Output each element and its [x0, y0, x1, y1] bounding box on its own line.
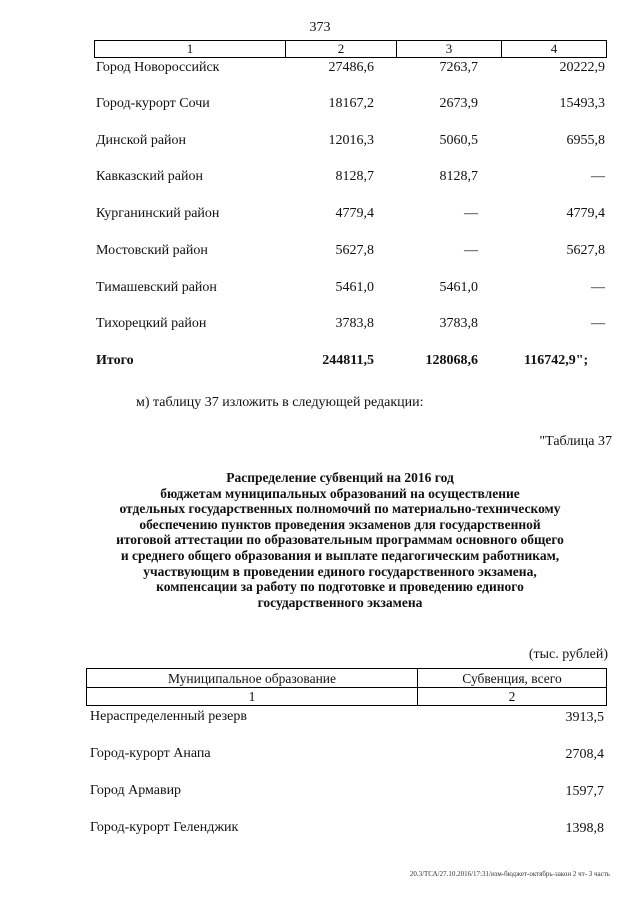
row-value-col3: — — [464, 243, 478, 258]
title-line: компенсации за работу по подготовке и проведению единого — [156, 579, 524, 595]
row-name: Город-курорт Сочи — [96, 96, 210, 111]
units-label: (тыс. рублей) — [528, 647, 608, 662]
row-value-col4: 5627,8 — [566, 243, 605, 258]
row-value-col4: 6955,8 — [566, 133, 605, 148]
row-value-col3: 8128,7 — [439, 169, 478, 184]
row-value: 2708,4 — [565, 747, 604, 762]
row-value-col2: 4779,4 — [335, 206, 374, 221]
row-name: Динской район — [96, 133, 187, 148]
row-value-col4: 20222,9 — [559, 60, 605, 75]
table2-header — [86, 668, 607, 706]
table-title — [80, 470, 600, 610]
total-label: Итого — [96, 353, 134, 368]
row-name: Город-курорт Геленджик — [90, 820, 239, 835]
title-line: итоговой аттестации по образовательным программам основного общего — [116, 532, 564, 548]
row-name: Город Армавир — [90, 783, 182, 798]
intro-paragraph: м) таблицу 37 изложить в следующей редакции: — [136, 395, 424, 410]
row-value-col4: — — [591, 316, 605, 331]
row-name: Тимашевский район — [96, 280, 217, 295]
title-line: отдельных государственных полномочий по материально-техническому — [119, 501, 561, 517]
row-value-col3: 7263,7 — [439, 60, 478, 75]
row-value-col2: 5461,0 — [335, 280, 374, 295]
row-value-col4: — — [591, 280, 605, 295]
row-name: Мостовский район — [96, 243, 208, 258]
table1-header-col2: 2 — [285, 41, 396, 57]
row-name: Тихорецкий район — [96, 316, 207, 331]
row-name: Курганинский район — [96, 206, 220, 221]
table2-header-col1: Муниципальное образование — [167, 671, 337, 686]
title-line: и среднего общего образования и выплате педагогическим работникам, — [120, 547, 560, 563]
total-value-col2: 244811,5 — [322, 353, 374, 368]
row-value-col4: 15493,3 — [559, 96, 605, 111]
row-value-col2: 5627,8 — [335, 243, 374, 258]
row-value-col3: 5060,5 — [439, 133, 478, 148]
footer-path: 20.3/ТСА/27.10.2016/17:31/изм-бюджет-октябрь-закон 2 чт- 3 часть — [409, 870, 610, 878]
table1-header-col4: 4 — [501, 41, 606, 57]
row-value-col2: 12016,3 — [328, 133, 374, 148]
title-line: Распределение субвенций на 2016 год — [226, 470, 454, 485]
row-value-col2: 27486,6 — [328, 60, 374, 75]
row-value: 3913,5 — [565, 710, 604, 725]
row-value: 1597,7 — [565, 784, 604, 799]
row-name: Кавказский район — [96, 169, 204, 184]
table1-header — [94, 40, 607, 58]
title-line: участвующим в проведении единого государственного экзамена, — [143, 563, 537, 579]
row-name: Нераспределенный резерв — [90, 709, 247, 724]
row-value-col2: 18167,2 — [328, 96, 374, 111]
page-number: 373 — [309, 20, 331, 35]
title-line: бюджетам муниципальных образований на осуществление — [160, 485, 520, 501]
table2-header-num2: 2 — [508, 689, 516, 704]
row-name: Город Новороссийск — [96, 60, 220, 75]
row-value-col3: — — [464, 206, 478, 221]
table2-header-num1: 1 — [248, 689, 256, 704]
table2-header-col2: Субвенция, всего — [462, 671, 562, 686]
total-value-col4: 116742,9"; — [524, 353, 589, 368]
row-value-col3: 2673,9 — [439, 96, 478, 111]
row-value: 1398,8 — [565, 821, 604, 836]
row-value-col4: 4779,4 — [566, 206, 605, 221]
total-value-col3: 128068,6 — [425, 353, 478, 368]
table1-header-col3: 3 — [396, 41, 501, 57]
row-name: Город-курорт Анапа — [90, 746, 211, 761]
table-reference: "Таблица 37 — [539, 434, 612, 449]
title-line: обеспечению пунктов проведения экзаменов для государственной — [139, 516, 541, 532]
row-value-col2: 8128,7 — [335, 169, 374, 184]
row-value-col3: 5461,0 — [439, 280, 478, 295]
row-value-col4: — — [591, 169, 605, 184]
row-value-col3: 3783,8 — [439, 316, 478, 331]
title-line: государственного экзамена — [257, 594, 423, 610]
row-value-col2: 3783,8 — [335, 316, 374, 331]
table1-header-col1: 1 — [186, 41, 194, 56]
